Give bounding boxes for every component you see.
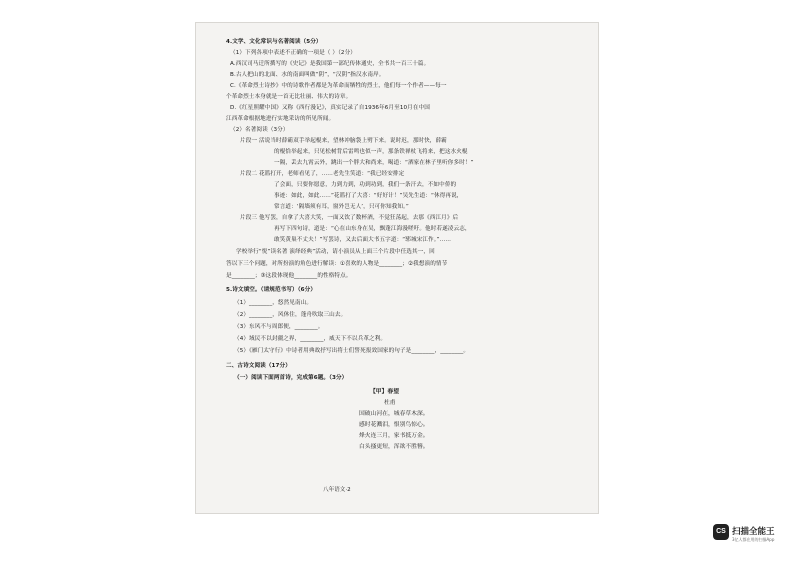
camscanner-logo-icon: CS xyxy=(713,524,729,540)
poem-line: 感时花溅泪，恨别鸟惊心。 xyxy=(359,422,429,428)
excerpt-2-cont: 事迹：如此，如此……”花篮打了大喜：“好好计！”吴先生道：“休得再说， xyxy=(274,193,463,199)
option-d: D.《红星照耀中国》又称《西行漫记》，真实记录了自1936年6月至10月在中国 xyxy=(230,105,430,111)
q5-item-1: （1）________，悠然见南山。 xyxy=(234,300,313,306)
excerpt-3-cont: 敢笑黄巢不丈夫！”写罢诗，又去后面大书五字道：“郓城宋江作。”…… xyxy=(274,237,452,243)
q4-2-heading: （2）名著阅读（3分） xyxy=(230,127,289,133)
excerpt-1: 片段一 活说当时薛霸双手举起棍来，望林冲脑袋上劈下来。说时迟，那时快，薛霸 xyxy=(240,138,447,144)
page-footer: 八年语文·2 xyxy=(323,487,351,493)
option-d-cont: 江西革命根据地进行实地采访的所见所闻。 xyxy=(226,116,335,122)
section-2-sub: （一）阅读下面两首诗，完成第6题。（3分） xyxy=(234,375,348,381)
excerpt-2-cont: 常言道：‘隔墙须有耳，窗外岂无人’，只可你知我知。” xyxy=(274,204,409,210)
poem-author: 杜甫 xyxy=(384,400,396,406)
q5-item-2: （2）________，风休住，蓬舟吹取三山去。 xyxy=(234,312,347,318)
excerpt-2-cont: 了会面，只要你愿意，力到力到，功到功到，我们一条汗去，不如中侨的 xyxy=(274,182,457,188)
activity-questions: 答以下三个问题，对所扮演的角色进行解读：①喜欢的人物是________；②我想演的情节 xyxy=(226,261,448,267)
camscanner-watermark xyxy=(713,522,783,546)
activity-questions-cont: 是________；③这段体现他________的性格特点。 xyxy=(226,273,352,279)
option-c-cont: 个革命烈士本身就是一首无比壮丽、伟大的诗章。 xyxy=(226,94,352,100)
q4-heading: 4.文学、文化常识与名著阅读（5分） xyxy=(226,39,322,45)
excerpt-1-cont: 的棍恰举起来，只见松树背后雷鸣也似一声，那条铁禅杖飞将来，把这水火棍 xyxy=(274,149,468,155)
excerpt-3: 片段三 他写罢，自拿了大喜大笑，一面又饮了数杯酒，不觉狂荡起，去那《西江月》后 xyxy=(240,215,459,221)
camscanner-tagline: 3亿人都在用的扫描App xyxy=(732,537,775,542)
option-c: C.《革命烈士诗抄》中的诗歌作者都是为革命而牺牲的烈士，他们每一个作者——每一 xyxy=(230,83,447,89)
scanned-page xyxy=(195,22,599,514)
option-b: B.古人把山的北面、水的南面叫做“阴”，“汉阴”指汉水南岸。 xyxy=(230,72,385,78)
q5-item-5: （5）《雁门太守行》中诗者用典故抒写出将士们誓死报效国家的句子是________，________。 xyxy=(234,348,470,354)
excerpt-1-cont: 一隔，丢去九霄云外，跳出一个胖大和尚来，喝道：“洒家在林子里听你多时！” xyxy=(274,160,474,166)
section-2-heading: 二、古诗文阅读（17分） xyxy=(226,363,291,369)
poem-title: 【甲】春望 xyxy=(370,389,399,395)
q5-heading: 5.诗文填空。（请规范书写）（6分） xyxy=(226,287,317,293)
q4-1-prompt: （1）下列各项中表述不正确的一项是（ ）（2分） xyxy=(230,50,356,56)
excerpt-2: 片段二 花篮打开，老师看见了，……老先生笑道：“我已经安排定 xyxy=(240,171,405,177)
poem-line: 烽火连三月，家书抵万金。 xyxy=(359,433,429,439)
option-a: A.西汉司马迁所撰写的《史记》是我国第一部纪传体通史，全书共一百三十篇。 xyxy=(230,61,430,67)
q5-item-3: （3）东风不与周郎便，________。 xyxy=(234,324,324,330)
camscanner-name: 扫描全能王 xyxy=(732,527,775,537)
excerpt-3-cont: 再写下四句诗，道是：“心在山东身在吴，飘蓬江海漫嗟吁。他时若遂凌云志， xyxy=(274,226,471,232)
q5-item-4: （4）域民不以封疆之界，________，威天下不以兵革之利。 xyxy=(234,336,387,342)
poem-line: 国破山河在，城春草木深。 xyxy=(359,411,429,417)
activity-prompt: 学校举行“悦”读名著 演绎经典”活动，请小演员从上面三个片段中任选其一，回 xyxy=(236,249,435,255)
poem-line: 白头搔更短，浑欲不胜簪。 xyxy=(359,444,429,450)
